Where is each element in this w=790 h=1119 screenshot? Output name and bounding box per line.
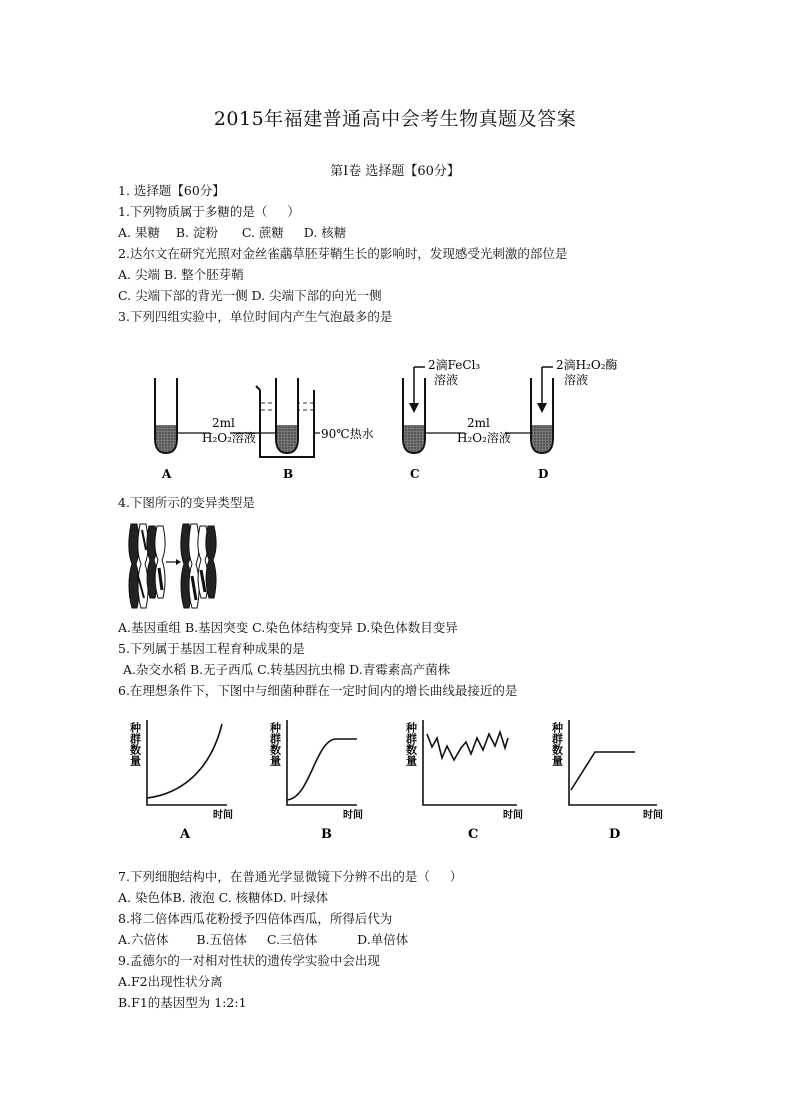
question-8: 8.将二倍体西瓜花粉授予四倍体西瓜，所得后代为	[118, 911, 393, 926]
question-1-options: A. 果糖 B. 淀粉 C. 蔗糖 D. 核糖	[118, 225, 347, 240]
part-heading: 1. 选择题【60分】	[118, 183, 225, 198]
question-3: 3.下列四组实验中，单位时间内产生气泡最多的是	[118, 309, 393, 324]
label-2ml-1: 2ml	[212, 416, 235, 430]
question-5: 5.下列属于基因工程育种成果的是	[118, 641, 305, 656]
xlabel-a: 时间	[213, 810, 233, 821]
question-2-options-a: A. 尖端 B. 整个胚芽鞘	[118, 267, 244, 282]
tube-label-d: D	[538, 467, 549, 481]
question-4: 4.下图所示的变异类型是	[118, 495, 255, 510]
xlabel-b: 时间	[343, 810, 363, 821]
figure-growth-curves	[125, 712, 665, 842]
curve-panel-a	[147, 720, 227, 805]
label-enzyme-2: 溶液	[564, 373, 589, 387]
question-9-option-b: B.F1的基因型为 1:2:1	[118, 995, 247, 1010]
xlabel-c: 时间	[503, 810, 523, 821]
tube-d	[531, 367, 553, 453]
question-9-option-a: A.F2出现性状分离	[118, 974, 223, 989]
section-heading: 第Ⅰ卷 选择题【60分】	[330, 164, 460, 179]
label-h2o2-2: H₂O₂溶液	[457, 431, 511, 445]
question-5-options: A.杂交水稻 B.无子西瓜 C.转基因抗虫棉 D.青霉素高产菌株	[123, 662, 451, 677]
label-fecl3-2: 溶液	[434, 373, 459, 387]
xlabel-d: 时间	[643, 810, 663, 821]
question-4-options: A.基因重组 B.基因突变 C.染色体结构变异 D.染色体数目变异	[118, 620, 458, 635]
question-7: 7.下列细胞结构中，在普通光学显微镜下分辨不出的是（ ）	[118, 869, 463, 884]
ylabel-a: 种群数量	[128, 722, 142, 766]
label-fecl3-1: 2滴FeCl₃	[428, 358, 481, 372]
tube-label-a: A	[162, 467, 172, 481]
question-2-options-b: C. 尖端下部的背光一侧 D. 尖端下部的向光一侧	[118, 288, 382, 303]
question-7-options: A. 染色体B. 液泡 C. 核糖体D. 叶绿体	[118, 890, 329, 905]
tube-label-c: C	[410, 467, 420, 481]
figure-chromosomes	[122, 520, 222, 612]
panel-label-d: D	[609, 827, 621, 842]
label-hot-water: 90℃热水	[321, 427, 374, 441]
panel-label-c: C	[468, 827, 479, 842]
ylabel-c: 种群数量	[404, 722, 418, 766]
label-enzyme-1: 2滴H₂O₂酶	[556, 358, 618, 372]
tube-label-b: B	[283, 467, 294, 481]
label-h2o2-1: H₂O₂溶液	[202, 431, 256, 445]
page-title: 2015年福建普通高中会考生物真题及答案	[213, 108, 577, 130]
panel-label-b: B	[321, 827, 332, 842]
question-2: 2.达尔文在研究光照对金丝雀虉草胚芽鞘生长的影响时，发现感受光刺激的部位是	[118, 246, 568, 261]
curve-panel-b	[287, 720, 357, 805]
question-8-options: A.六倍体 B.五倍体 C.三倍体 D.单倍体	[118, 932, 409, 947]
panel-label-a: A	[180, 827, 191, 842]
curve-panel-d	[569, 720, 657, 805]
question-9: 9.孟德尔的一对相对性状的遗传学实验中会出现	[118, 953, 380, 968]
beaker-b	[256, 378, 314, 457]
figure-test-tubes	[120, 345, 660, 485]
question-6: 6.在理想条件下，下图中与细菌种群在一定时间内的增长曲线最接近的是	[118, 683, 518, 698]
ylabel-b: 种群数量	[268, 722, 282, 766]
ylabel-d: 种群数量	[550, 722, 564, 766]
tube-c	[403, 367, 425, 453]
label-2ml-2: 2ml	[467, 416, 490, 430]
tube-a	[155, 378, 177, 453]
curve-panel-c	[423, 720, 517, 805]
question-1: 1.下列物质属于多糖的是（ ）	[118, 204, 300, 219]
